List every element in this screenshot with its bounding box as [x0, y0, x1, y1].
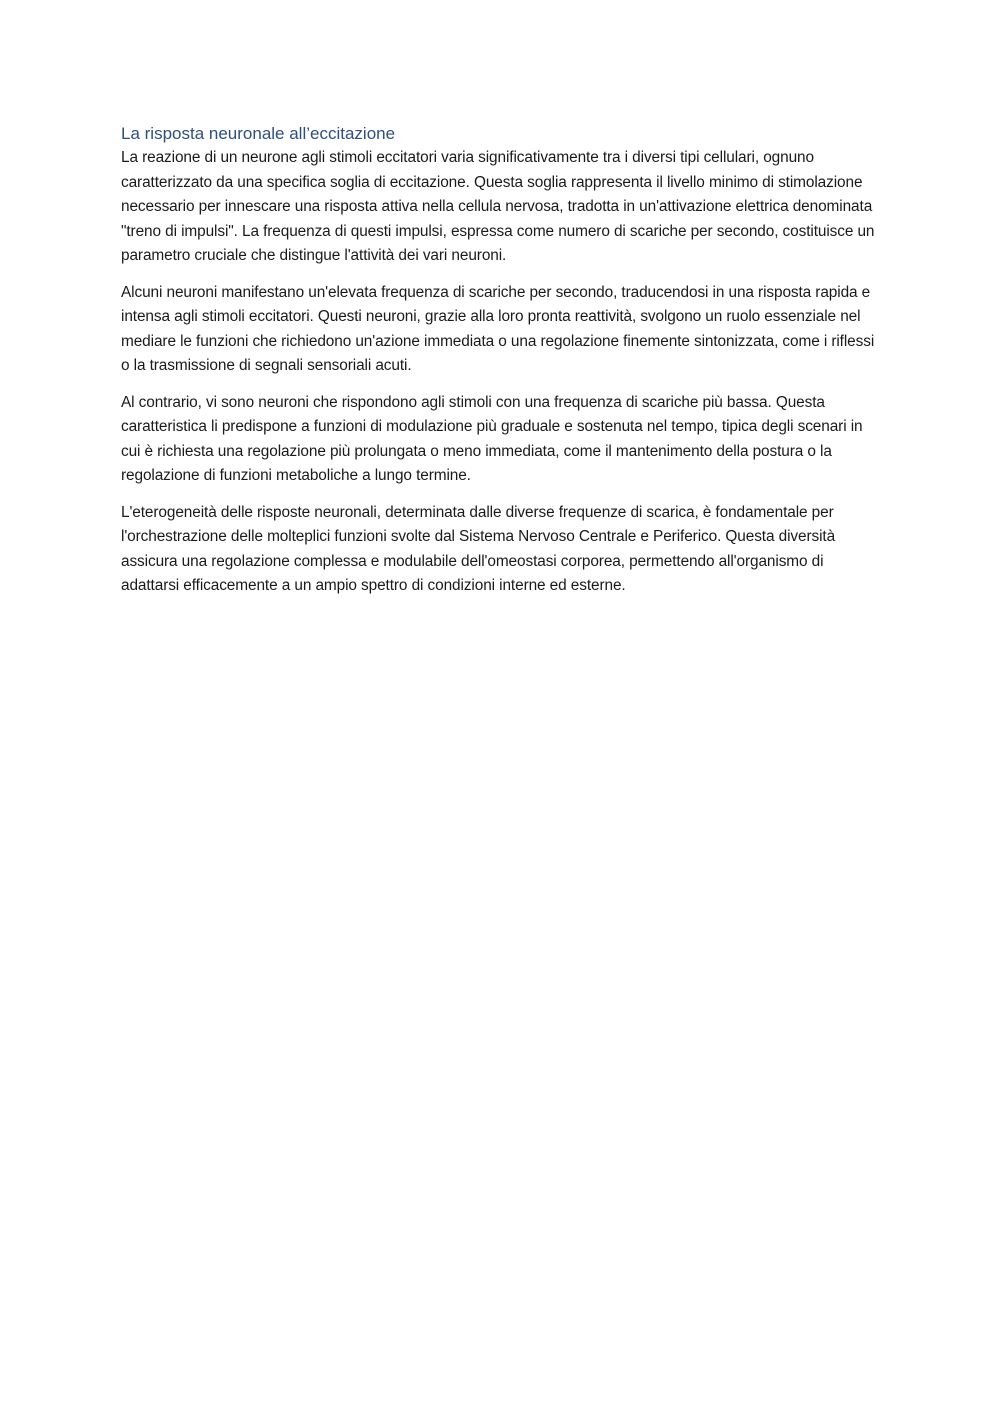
paragraph-1: La reazione di un neurone agli stimoli eccitatori varia significativamente tra i diversi tipi cellulari, ognuno caratterizzato da una specifica soglia di eccitazione. Questa soglia rappresenta il livello minimo di stimolazione necessario per innescare una risposta attiva nella cellula nervosa, tradotta in un'attivazione elettrica denominata "treno di impulsi". La frequenza di questi impulsi, espressa come numero di scariche per secondo, costituisce un parametro cruciale che distingue l'attività dei vari neuroni. [121, 149, 875, 264]
section-heading: La risposta neuronale all’eccitazione [121, 124, 396, 143]
paragraph-3: Al contrario, vi sono neuroni che rispondono agli stimoli con una frequenza di scariche più bassa. Questa caratteristica li predispone a funzioni di modulazione più graduale e sostenuta nel tempo, tipica degli scenari in cui è richiesta una regolazione più prolungata o meno immediata, come il mantenimento della postura o la regolazione di funzioni metaboliche a lungo termine. [121, 393, 863, 484]
paragraph-4: L'eterogeneità delle risposte neuronali, determinata dalle diverse frequenze di scarica, è fondamentale per l'orchestrazione delle molteplici funzioni svolte dal Sistema Nervoso Centrale e Periferico. Questa diversità assicura una regolazione complessa e modulabile dell'omeostasi corporea, permettendo all'organismo di adattarsi efficacemente a un ampio spettro di condizioni interne ed esterne. [121, 503, 836, 594]
document-body [121, 122, 883, 611]
paragraph-2: Alcuni neuroni manifestano un'elevata frequenza di scariche per secondo, traducendosi in una risposta rapida e intensa agli stimoli eccitatori. Questi neuroni, grazie alla loro pronta reattività, svolgono un ruolo essenziale nel mediare le funzioni che richiedono un'azione immediata o una regolazione finemente sintonizzata, come i riflessi o la trasmissione di segnali sensoriali acuti. [121, 283, 875, 374]
